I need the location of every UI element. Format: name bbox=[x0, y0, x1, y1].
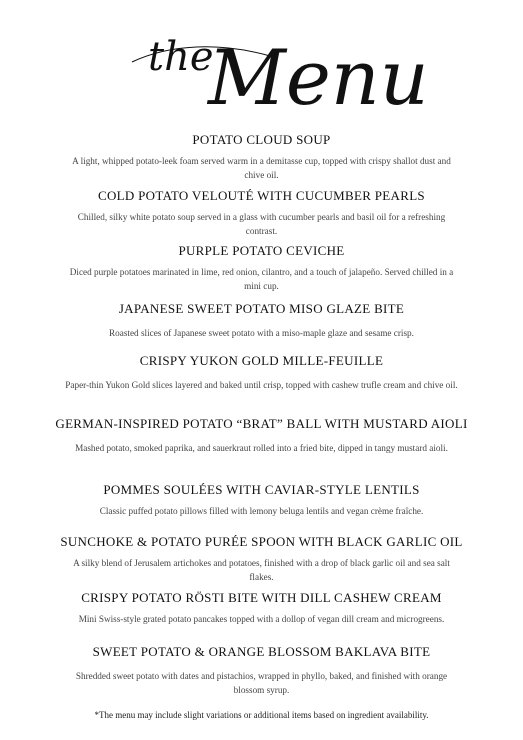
menu-item bbox=[0, 482, 523, 518]
item-desc: Shredded sweet potato with dates and pistachios, wrapped in phyllo, baked, and finished with orange blossom syrup. bbox=[75, 671, 448, 695]
item-desc: Diced purple potatoes marinated in lime, red onion, cilantro, and a touch of jalapeño. Served chilled in a mini cup. bbox=[69, 267, 454, 291]
item-desc: Roasted slices of Japanese sweet potato with a miso-maple glaze and sesame crisp. bbox=[109, 328, 414, 338]
item-desc: A silky blend of Jerusalem artichokes and potatoes, finished with a drop of black garlic oil and sea salt flakes. bbox=[73, 558, 450, 582]
item-title: PURPLE POTATO CEVICHE bbox=[178, 243, 345, 258]
menu-logo bbox=[130, 22, 429, 122]
item-desc: Mini Swiss-style grated potato pancakes topped with a dollop of vegan dill cream and microgreens. bbox=[78, 614, 445, 624]
item-title: SUNCHOKE & POTATO PURÉE SPOON WITH BLACK GARLIC OIL bbox=[60, 534, 463, 549]
item-title: POTATO CLOUD SOUP bbox=[192, 132, 331, 147]
menu-item bbox=[0, 132, 523, 182]
menu-item bbox=[0, 243, 523, 293]
item-desc: Classic puffed potato pillows filled with lemony beluga lentils and vegan crème fraîche. bbox=[99, 506, 424, 516]
menu-item bbox=[0, 644, 523, 697]
menu-item bbox=[0, 590, 523, 626]
item-desc: Mashed potato, smoked paprika, and sauerkraut rolled into a fried bite, dipped in tangy mustard aioli. bbox=[75, 443, 448, 453]
menu-item bbox=[0, 534, 523, 584]
item-title: COLD POTATO VELOUTÉ WITH CUCUMBER PEARLS bbox=[98, 188, 425, 203]
logo-menu-text: Menu bbox=[208, 33, 429, 122]
item-title: POMMES SOULÉES WITH CAVIAR-STYLE LENTILS bbox=[103, 482, 420, 497]
item-title: CRISPY POTATO RÖSTI BITE WITH DILL CASHEW CREAM bbox=[81, 590, 442, 605]
item-title: GERMAN-INSPIRED POTATO “BRAT” BALL WITH MUSTARD AIOLI bbox=[55, 416, 468, 431]
item-desc: A light, whipped potato-leek foam served warm in a demitasse cup, topped with crispy shallot dust and chive oil. bbox=[72, 156, 451, 180]
item-title: CRISPY YUKON GOLD MILLE-FEUILLE bbox=[139, 353, 384, 368]
logo-the-text: the bbox=[148, 34, 214, 80]
availability-footnote: *The menu may include slight variations or additional items based on ingredient availability. bbox=[94, 710, 429, 720]
item-desc: Paper-thin Yukon Gold slices layered and baked until crisp, topped with cashew trufle cream and chive oil. bbox=[65, 380, 458, 390]
menu-item bbox=[0, 301, 523, 340]
item-title: SWEET POTATO & ORANGE BLOSSOM BAKLAVA BITE bbox=[92, 644, 431, 659]
menu-item bbox=[0, 416, 523, 455]
item-desc: Chilled, silky white potato soup served in a glass with cucumber pearls and basil oil for a refreshing contrast. bbox=[77, 212, 446, 236]
menu-item bbox=[0, 188, 523, 238]
menu-item bbox=[0, 353, 523, 392]
item-title: JAPANESE SWEET POTATO MISO GLAZE BITE bbox=[118, 301, 405, 316]
